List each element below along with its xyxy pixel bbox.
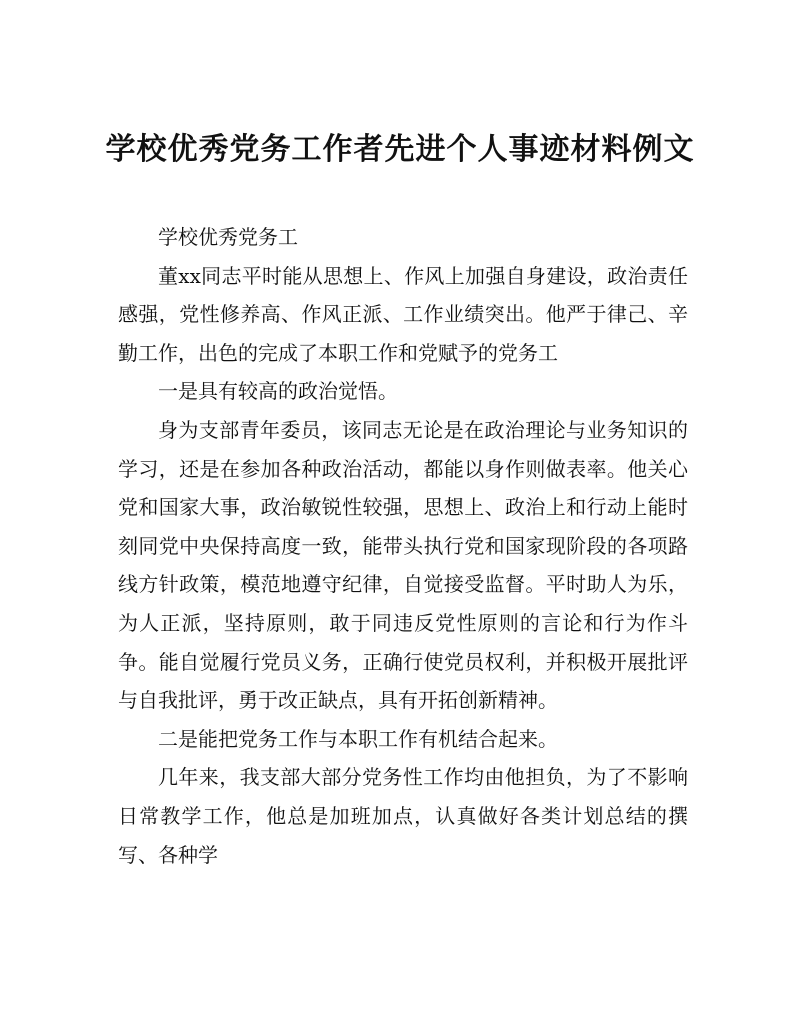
paragraph-section-two-heading: 二是能把党务工作与本职工作有机结合起来。 <box>158 726 558 751</box>
paragraph-summary: 董xx同志平时能从思想上、作风上加强自身建设，政治责任感强，党性修养高、作风正派、工作业绩突出。他严于律己、辛勤工作，出色的完成了本职工作和党赋予的党务工 <box>118 263 688 365</box>
paragraph-section-two-body: 几年来，我支部大部分党务性工作均由他担负，为了不影响日常教学工作，他总是加班加点，认真做好各类计划总结的撰写、各种学 <box>118 765 688 867</box>
paragraph-section-one-heading: 一是具有较高的政治觉悟。 <box>158 379 398 404</box>
paragraph-intro-heading: 学校优秀党务工 <box>158 225 298 249</box>
document-body <box>118 218 688 874</box>
document-title: 学校优秀党务工作者先进个人事迹材料例文 <box>105 132 695 167</box>
paragraph-section-one-body: 身为支部青年委员，该同志无论是在政治理论与业务知识的学习，还是在参加各种政治活动，都能以身作则做表率。他关心党和国家大事，政治敏锐性较强，思想上、政治上和行动上能时刻同党中央保持高度一致，能带头执行党和国家现阶段的各项路线方针政策，模范地遵守纪律，自觉接受监督。平时助人为乐，为人正派，坚持原则，敢于同违反党性原则的言论和行为作斗争。能自觉履行党员义务，正确行使党员权利，并积极开展批评与自我批评，勇于改正缺点，具有开拓创新精神。 <box>118 417 688 713</box>
